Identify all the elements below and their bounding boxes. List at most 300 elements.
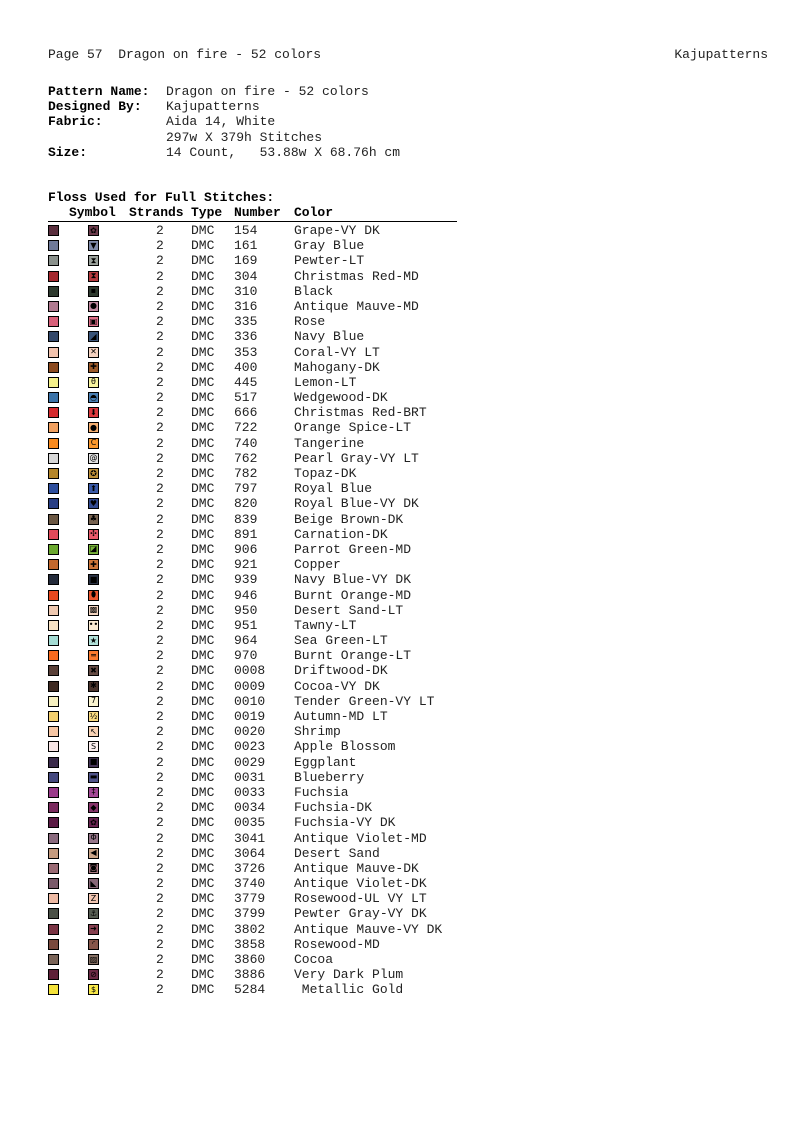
symbol-glyph: ✣ (90, 529, 97, 539)
symbol-glyph: @ (89, 453, 98, 463)
type-cell: DMC (191, 952, 215, 967)
symbol-glyph: ✿ (90, 225, 97, 235)
color-name-cell: Sea Green-LT (294, 633, 388, 649)
symbol-icon (88, 635, 99, 646)
color-swatch (48, 483, 59, 494)
color-name-cell: Desert Sand (294, 845, 380, 861)
strands-cell: 2 (156, 405, 164, 421)
symbol-icon (88, 331, 99, 342)
strands-cell: 2 (156, 298, 164, 314)
table-row (48, 223, 468, 238)
color-swatch (48, 347, 59, 358)
strands-cell: 2 (156, 678, 164, 694)
header-rule (48, 221, 457, 222)
table-row (48, 284, 468, 299)
symbol-icon (88, 514, 99, 525)
designer-value: Kajupatterns (166, 99, 260, 115)
symbol-icon (88, 453, 99, 464)
strands-cell: 2 (156, 617, 164, 633)
symbol-icon (88, 392, 99, 403)
color-name-cell: Antique Violet-MD (294, 830, 427, 846)
table-row (48, 800, 468, 815)
strands-cell: 2 (156, 253, 164, 269)
symbol-icon (88, 954, 99, 965)
number-cell: 964 (234, 633, 258, 649)
symbol-glyph: ⧗ (90, 255, 97, 265)
table-row (48, 891, 468, 906)
type-cell: DMC (191, 982, 215, 998)
color-swatch (48, 255, 59, 266)
symbol-glyph: ● (90, 422, 97, 432)
strands-cell: 2 (156, 724, 164, 740)
strands-cell: 2 (156, 800, 164, 816)
table-row (48, 967, 468, 982)
table-row (48, 739, 468, 754)
number-cell: 0019 (234, 709, 266, 724)
strands-cell: 2 (156, 435, 164, 451)
table-row (48, 527, 468, 542)
type-cell: DMC (191, 268, 215, 284)
color-name-cell: Fuchsia-VY DK (294, 815, 396, 831)
number-cell: 722 (234, 420, 258, 436)
number-cell: 0031 (234, 769, 266, 785)
number-cell: 0020 (234, 724, 266, 740)
color-swatch (48, 301, 59, 312)
table-row (48, 588, 468, 603)
color-name-cell: Cocoa (294, 952, 334, 967)
strands-cell: 2 (156, 526, 164, 542)
strands-cell: 2 (156, 784, 164, 800)
symbol-glyph: C (90, 438, 97, 448)
color-swatch (48, 924, 59, 935)
number-cell: 0008 (234, 663, 266, 679)
color-swatch (48, 620, 59, 631)
symbol-glyph: ● (90, 301, 97, 311)
type-cell: DMC (191, 648, 215, 664)
fabric-label: Fabric: (48, 114, 103, 130)
color-name-cell: Driftwood-DK (294, 663, 388, 679)
symbol-glyph: ‡ (91, 787, 96, 797)
type-cell: DMC (191, 526, 215, 542)
table-row (48, 846, 468, 861)
number-cell: 946 (234, 587, 258, 603)
color-swatch (48, 605, 59, 616)
symbol-glyph: ◆ (90, 802, 97, 812)
color-swatch (48, 316, 59, 327)
number-cell: 906 (234, 541, 258, 557)
color-swatch (48, 468, 59, 479)
symbol-icon (88, 407, 99, 418)
symbol-icon (88, 726, 99, 737)
symbol-icon (88, 772, 99, 783)
number-cell: 0029 (234, 754, 266, 770)
symbol-icon (88, 650, 99, 661)
type-cell: DMC (191, 617, 215, 633)
pattern-name-value: Dragon on fire - 52 colors (166, 84, 369, 99)
symbol-glyph: ▣ (89, 316, 98, 326)
number-cell: 316 (234, 298, 258, 314)
table-row (48, 618, 468, 633)
color-name-cell: Autumn-MD LT (294, 709, 388, 724)
symbol-icon (88, 225, 99, 236)
strands-cell: 2 (156, 754, 164, 770)
color-name-cell: Fuchsia (294, 784, 349, 800)
strands-cell: 2 (156, 572, 164, 588)
type-cell: DMC (191, 496, 215, 512)
color-name-cell: Rosewood-UL VY LT (294, 891, 427, 907)
color-name-cell: Shrimp (294, 724, 341, 740)
symbol-glyph: ✿ (90, 817, 97, 827)
symbol-glyph: ■ (89, 574, 98, 584)
table-row (48, 269, 468, 284)
symbol-icon (88, 347, 99, 358)
symbol-icon (88, 559, 99, 570)
number-cell: 0023 (234, 739, 266, 755)
header-number: Number (234, 205, 281, 220)
strands-cell: 2 (156, 390, 164, 406)
symbol-glyph: Φ (90, 833, 97, 842)
number-cell: 169 (234, 253, 258, 269)
symbol-icon (88, 605, 99, 616)
number-cell: 3860 (234, 952, 266, 967)
symbol-icon (88, 255, 99, 266)
table-row (48, 861, 468, 876)
strands-cell: 2 (156, 496, 164, 512)
symbol-glyph: ◪ (89, 544, 98, 554)
symbol-glyph: 7 (90, 696, 97, 706)
strands-cell: 2 (156, 860, 164, 876)
color-name-cell: Mahogany-DK (294, 359, 380, 375)
color-name-cell: Apple Blossom (294, 739, 396, 755)
symbol-glyph: ➜ (90, 924, 97, 934)
symbol-icon (88, 711, 99, 722)
symbol-glyph: ✕ (90, 347, 97, 356)
color-swatch (48, 407, 59, 418)
symbol-glyph: ✖ (90, 665, 97, 675)
type-cell: DMC (191, 511, 215, 527)
table-row (48, 815, 468, 830)
table-row (48, 633, 468, 648)
symbol-icon (88, 924, 99, 935)
table-row (48, 663, 468, 678)
color-name-cell: Carnation-DK (294, 526, 388, 542)
symbol-glyph: ═ (91, 650, 96, 660)
symbol-icon (88, 301, 99, 312)
number-cell: 762 (234, 450, 258, 466)
type-cell: DMC (191, 693, 215, 709)
color-name-cell: Royal Blue (294, 481, 373, 497)
color-name-cell: Orange Spice-LT (294, 420, 412, 436)
type-cell: DMC (191, 420, 215, 436)
color-name-cell: Coral-VY LT (294, 344, 380, 360)
color-swatch (48, 878, 59, 889)
color-name-cell: Burnt Orange-LT (294, 648, 412, 664)
color-name-cell: Rose (294, 314, 326, 330)
number-cell: 310 (234, 283, 258, 299)
number-cell: 666 (234, 405, 258, 421)
number-cell: 161 (234, 238, 258, 254)
color-name-cell: Copper (294, 557, 341, 573)
number-cell: 921 (234, 557, 258, 573)
strands-cell: 2 (156, 314, 164, 330)
symbol-glyph: ◣ (90, 878, 97, 888)
number-cell: 304 (234, 268, 258, 284)
table-row (48, 390, 468, 405)
page-header-title: Dragon on fire - 52 colors (118, 47, 322, 62)
number-cell: 950 (234, 602, 258, 618)
strands-cell: 2 (156, 936, 164, 952)
symbol-glyph: S (90, 741, 97, 751)
symbol-glyph: ✪ (90, 468, 97, 478)
table-row (48, 952, 468, 967)
symbol-glyph: ◜ (91, 939, 96, 949)
number-cell: 336 (234, 329, 258, 345)
color-swatch (48, 833, 59, 844)
symbol-glyph: ⬮ (90, 590, 97, 599)
symbol-glyph: ▨ (89, 954, 98, 964)
color-swatch (48, 377, 59, 388)
symbol-icon (88, 590, 99, 601)
type-cell: DMC (191, 602, 215, 618)
strands-cell: 2 (156, 587, 164, 603)
type-cell: DMC (191, 587, 215, 603)
symbol-glyph: ✚ (90, 362, 97, 372)
symbol-glyph: •• (88, 620, 99, 630)
number-cell: 335 (234, 314, 258, 330)
type-cell: DMC (191, 557, 215, 573)
number-cell: 0010 (234, 693, 266, 709)
type-cell: DMC (191, 876, 215, 892)
symbol-icon (88, 787, 99, 798)
strands-cell: 2 (156, 876, 164, 892)
symbol-icon (88, 438, 99, 449)
color-swatch (48, 817, 59, 828)
number-cell: 353 (234, 344, 258, 360)
type-cell: DMC (191, 633, 215, 649)
symbol-icon (88, 848, 99, 859)
number-cell: 0009 (234, 678, 266, 694)
symbol-icon (88, 863, 99, 874)
header-strands: Strands (129, 205, 184, 220)
color-swatch (48, 392, 59, 403)
type-cell: DMC (191, 724, 215, 740)
number-cell: 820 (234, 496, 258, 512)
symbol-icon (88, 984, 99, 995)
color-swatch (48, 331, 59, 342)
color-name-cell: Topaz-DK (294, 466, 357, 481)
number-cell: 400 (234, 359, 258, 375)
strands-cell: 2 (156, 481, 164, 497)
symbol-glyph: ◙ (89, 863, 98, 873)
color-swatch (48, 635, 59, 646)
floss-table (48, 190, 443, 998)
type-cell: DMC (191, 450, 215, 466)
strands-cell: 2 (156, 891, 164, 907)
number-cell: 3799 (234, 906, 266, 922)
color-name-cell: Rosewood-MD (294, 936, 380, 952)
strands-cell: 2 (156, 557, 164, 573)
symbol-icon (88, 939, 99, 950)
pattern-info (48, 84, 400, 160)
symbol-icon (88, 681, 99, 692)
color-name-cell: Cocoa-VY DK (294, 678, 380, 694)
color-name-cell: Pewter Gray-VY DK (294, 906, 427, 922)
symbol-glyph: ✱ (90, 681, 97, 691)
strands-cell: 2 (156, 283, 164, 299)
table-row (48, 345, 468, 360)
color-swatch (48, 696, 59, 707)
color-swatch (48, 984, 59, 995)
symbol-icon (88, 574, 99, 585)
color-name-cell: Antique Mauve-MD (294, 298, 419, 314)
color-name-cell: Tawny-LT (294, 617, 357, 633)
strands-cell: 2 (156, 420, 164, 436)
color-swatch (48, 286, 59, 297)
color-swatch (48, 863, 59, 874)
type-cell: DMC (191, 329, 215, 345)
strands-cell: 2 (156, 466, 164, 481)
symbol-icon (88, 316, 99, 327)
table-row (48, 922, 468, 937)
table-row (48, 572, 468, 587)
header-color: Color (294, 205, 334, 220)
type-cell: DMC (191, 845, 215, 861)
color-name-cell: Pearl Gray-VY LT (294, 450, 419, 466)
table-row (48, 937, 468, 952)
strands-cell: 2 (156, 709, 164, 724)
symbol-glyph: ⚓ (89, 908, 98, 918)
color-name-cell: Tender Green-VY LT (294, 693, 435, 709)
strands-cell: 2 (156, 967, 164, 983)
table-row (48, 466, 468, 481)
color-name-cell: Burnt Orange-MD (294, 587, 412, 603)
type-cell: DMC (191, 663, 215, 679)
type-cell: DMC (191, 466, 215, 481)
number-cell: 517 (234, 390, 258, 406)
symbol-glyph: θ (91, 377, 96, 387)
symbol-icon (88, 544, 99, 555)
number-cell: 3064 (234, 845, 266, 861)
symbol-icon (88, 878, 99, 889)
floss-column-headers (48, 205, 334, 220)
number-cell: 0034 (234, 800, 266, 816)
strands-cell: 2 (156, 739, 164, 755)
type-cell: DMC (191, 678, 215, 694)
symbol-icon (88, 802, 99, 813)
symbol-icon (88, 286, 99, 297)
number-cell: 5284 (234, 982, 266, 998)
type-cell: DMC (191, 344, 215, 360)
type-cell: DMC (191, 815, 215, 831)
table-row (48, 542, 468, 557)
symbol-glyph: ★ (89, 635, 98, 645)
type-cell: DMC (191, 906, 215, 922)
header-left (48, 47, 321, 62)
symbol-icon (88, 741, 99, 752)
number-cell: 3740 (234, 876, 266, 892)
color-swatch (48, 741, 59, 752)
number-cell: 3886 (234, 967, 266, 983)
strands-cell: 2 (156, 511, 164, 527)
strands-cell: 2 (156, 344, 164, 360)
symbol-glyph: ■ (89, 757, 98, 767)
color-swatch (48, 453, 59, 464)
color-swatch (48, 514, 59, 525)
strands-cell: 2 (156, 268, 164, 284)
pattern-name-label: Pattern Name: (48, 84, 150, 99)
size-label: Size: (48, 144, 88, 160)
type-cell: DMC (191, 860, 215, 876)
symbol-glyph: ♥ (89, 498, 98, 508)
symbol-glyph: ⊘ (90, 969, 97, 979)
symbol-glyph: $ (90, 984, 97, 994)
color-swatch (48, 438, 59, 449)
color-swatch (48, 225, 59, 236)
color-swatch (48, 954, 59, 965)
symbol-icon (88, 529, 99, 540)
strands-cell: 2 (156, 648, 164, 664)
symbol-icon (88, 422, 99, 433)
table-row (48, 405, 468, 420)
color-name-cell: Eggplant (294, 754, 357, 770)
table-row (48, 770, 468, 785)
number-cell: 3779 (234, 891, 266, 907)
color-swatch (48, 893, 59, 904)
symbol-icon (88, 893, 99, 904)
symbol-glyph: ⬇ (90, 407, 97, 417)
color-name-cell: Tangerine (294, 435, 365, 451)
table-row (48, 329, 468, 344)
color-name-cell: Fuchsia-DK (294, 800, 373, 816)
number-cell: 797 (234, 481, 258, 497)
table-row (48, 982, 468, 997)
table-row (48, 679, 468, 694)
color-swatch (48, 544, 59, 555)
color-swatch (48, 590, 59, 601)
number-cell: 839 (234, 511, 258, 527)
table-row (48, 709, 468, 724)
type-cell: DMC (191, 374, 215, 390)
strands-cell: 2 (156, 845, 164, 861)
symbol-icon (88, 240, 99, 251)
type-cell: DMC (191, 739, 215, 755)
color-swatch (48, 650, 59, 661)
color-name-cell: Gray Blue (294, 238, 365, 254)
color-name-cell: Antique Mauve-VY DK (294, 921, 443, 937)
number-cell: 0035 (234, 815, 266, 831)
color-name-cell: Navy Blue-VY DK (294, 572, 412, 588)
strands-cell: 2 (156, 541, 164, 557)
type-cell: DMC (191, 830, 215, 846)
symbol-icon (88, 377, 99, 388)
page-header (48, 47, 768, 63)
type-cell: DMC (191, 936, 215, 952)
table-row (48, 481, 468, 496)
number-cell: 891 (234, 526, 258, 542)
color-swatch (48, 711, 59, 722)
type-cell: DMC (191, 572, 215, 588)
symbol-glyph: ½ (89, 711, 98, 721)
color-swatch (48, 362, 59, 373)
strands-cell: 2 (156, 329, 164, 345)
type-cell: DMC (191, 314, 215, 330)
strands-cell: 2 (156, 830, 164, 846)
table-row (48, 420, 468, 435)
color-swatch (48, 726, 59, 737)
symbol-glyph: ▬ (89, 772, 98, 782)
color-swatch (48, 498, 59, 509)
color-swatch (48, 422, 59, 433)
